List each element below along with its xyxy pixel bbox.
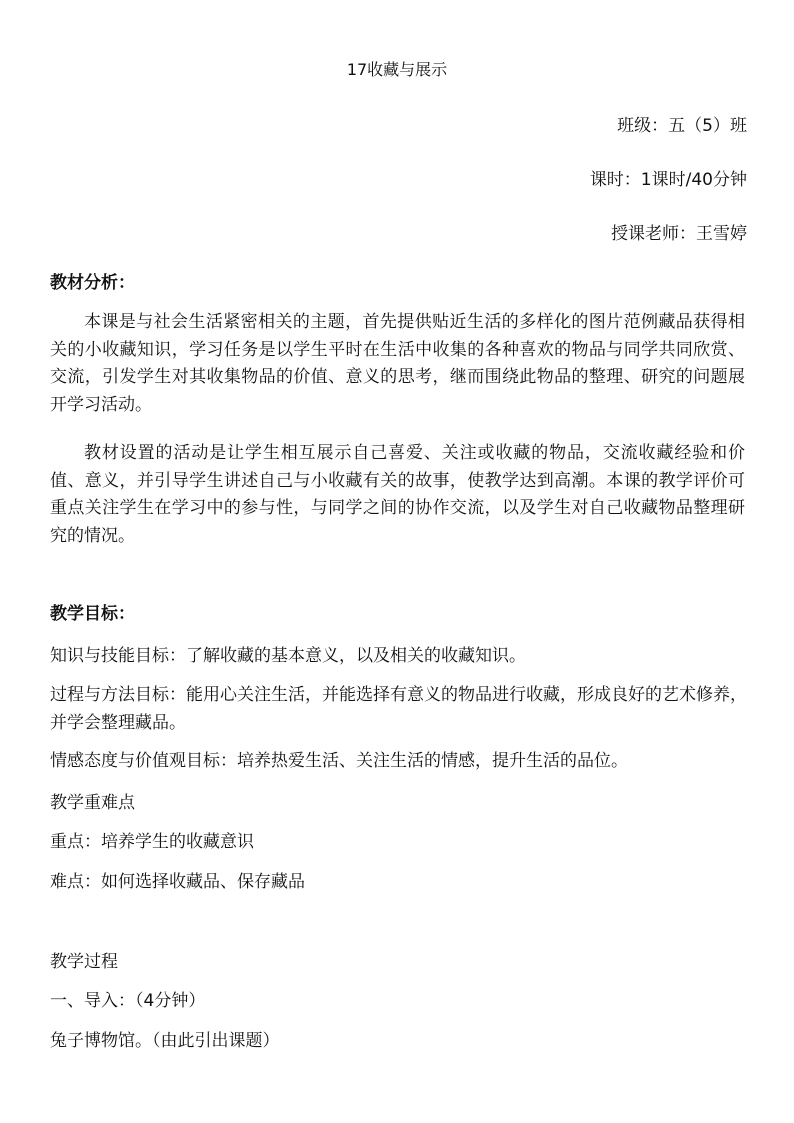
key-difficult-heading: 教学重难点 [50,793,135,813]
class-info: 班级：五（5）班 [617,116,747,136]
objective-process: 过程与方法目标：能用心关注生活，并能选择有意义的物品进行收藏，形成良好的艺术修养，并学会整理藏品。 [50,685,747,733]
analysis-paragraph-2: 教材设置的活动是让学生相互展示自己喜爱、关注或收藏的物品，交流收藏经验和价值、意义，并引导学生讲述自己与小收藏有关的故事，使教学达到高潮。本课的教学评价可重点关注学生在学习中的参与性，与同学之间的协作交流，以及学生对自己收藏物品整理研究的情况。 [50,443,745,546]
analysis-heading: 教材分析： [50,273,135,293]
process-step-1-detail: 兔子博物馆。（由此引出课题） [50,1031,280,1051]
lesson-time: 课时：1课时/40分钟 [589,170,747,190]
key-point: 重点：培养学生的收藏意识 [50,832,254,852]
teacher-name: 授课老师：王雪婷 [611,224,747,244]
difficult-point: 难点：如何选择收藏品、保存藏品 [50,872,305,892]
process-step-1: 一、导入：（4分钟） [50,991,206,1011]
process-heading: 教学过程 [50,952,118,972]
objective-emotion: 情感态度与价值观目标：培养热爱生活、关注生活的情感，提升生活的品位。 [50,751,628,771]
analysis-paragraph-1: 本课是与社会生活紧密相关的主题，首先提供贴近生活的多样化的图片范例藏品获得相关的小收藏知识，学习任务是以学生平时在生活中收集的各种喜欢的物品与同学共同欣赏、交流，引发学生对其收集物品的价值、意义的思考，继而围绕此物品的整理、研究的问题展开学习活动。 [50,312,745,415]
objective-knowledge: 知识与技能目标：了解收藏的基本意义，以及相关的收藏知识。 [50,646,526,666]
objectives-heading: 教学目标： [50,604,135,624]
page-title: 17收藏与展示 [346,60,448,79]
